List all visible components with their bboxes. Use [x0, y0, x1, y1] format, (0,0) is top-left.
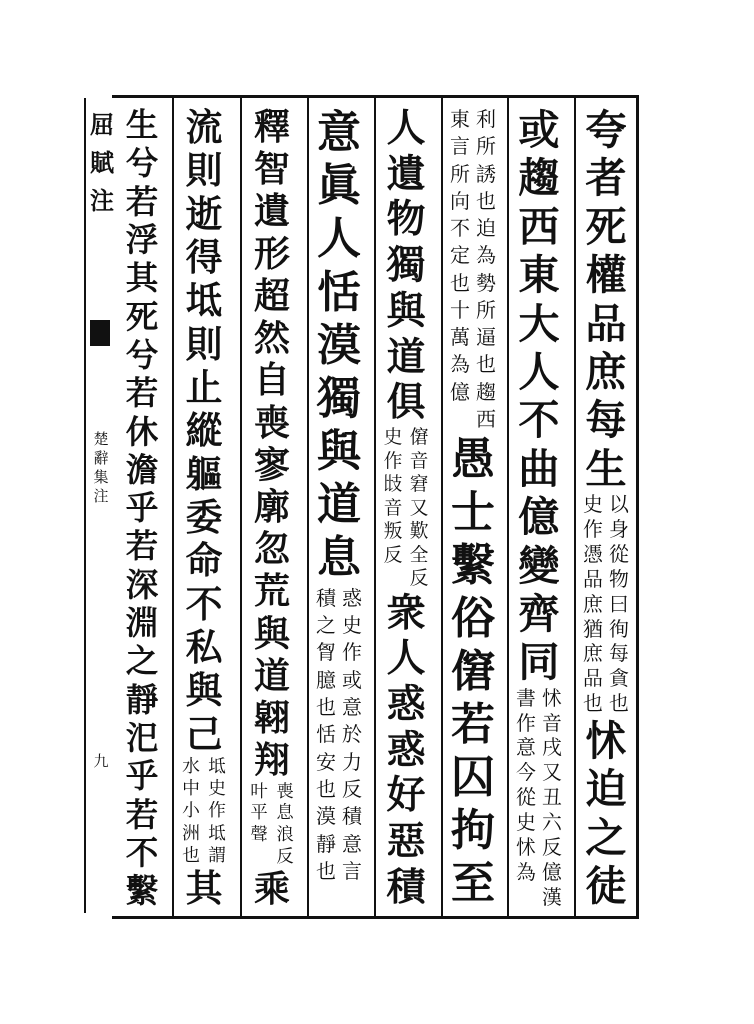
text-column	[578, 106, 634, 916]
commentary-char: 也	[450, 270, 470, 295]
main-char: 道	[317, 479, 361, 531]
commentary-char: 億	[542, 860, 562, 884]
commentary-char: 靜	[316, 831, 336, 856]
commentary-char: 從	[609, 542, 629, 566]
commentary-char: 物	[609, 567, 629, 591]
main-text	[311, 106, 367, 585]
main-char: 之	[125, 641, 159, 681]
main-char: 物	[386, 197, 426, 243]
main-char: 衆	[386, 590, 426, 636]
commentary-char: 平	[250, 803, 268, 824]
commentary-char: 史	[208, 778, 226, 800]
commentary-char: 積	[316, 585, 336, 610]
commentary-char: 萬	[450, 325, 470, 350]
main-char: 若	[451, 699, 495, 751]
main-char: 若	[125, 794, 159, 834]
commentary-char: 作	[516, 711, 536, 735]
main-char: 得	[185, 234, 223, 279]
main-char: 死	[585, 201, 627, 251]
margin-title	[90, 106, 112, 220]
text-column	[176, 106, 232, 916]
commentary-char: 每	[609, 642, 629, 666]
margin-book-char: 辭	[93, 449, 109, 467]
commentary-char: 書	[516, 686, 536, 710]
main-char: 繫	[125, 871, 159, 911]
commentary-char: 也	[583, 692, 603, 716]
main-char: 拘	[451, 805, 495, 857]
commentary-left-line	[382, 426, 404, 591]
main-char: 靜	[125, 679, 159, 719]
commentary-char: 迫	[476, 216, 496, 241]
main-char: 其	[185, 866, 223, 911]
main-char: 浮	[125, 219, 159, 259]
commentary-char: 言	[450, 134, 470, 159]
main-char: 遺	[386, 151, 426, 197]
commentary-char: 逼	[476, 325, 496, 350]
commentary-char: 意	[342, 831, 362, 856]
main-char: 生	[125, 105, 159, 144]
commentary-char: 歎	[409, 521, 429, 543]
commentary	[578, 493, 634, 717]
main-char: 生	[585, 443, 627, 493]
main-char: 忽	[254, 528, 290, 571]
main-char: 流	[185, 105, 223, 149]
commentary-char: 史	[516, 811, 536, 835]
commentary-char: 向	[450, 188, 470, 213]
commentary-char: 叛	[383, 521, 403, 543]
commentary-char: 又	[409, 497, 429, 519]
main-char: 縱	[185, 408, 223, 453]
commentary-char: 漠	[316, 804, 336, 829]
main-char: 其	[125, 258, 159, 298]
main-char: 則	[185, 148, 223, 193]
margin-book-title	[92, 430, 110, 506]
commentary-char: 為	[516, 860, 536, 884]
commentary-char: 息	[276, 803, 294, 824]
commentary-char: 也	[476, 352, 496, 377]
main-char: 不	[185, 581, 223, 626]
commentary-char: 音	[409, 450, 429, 472]
commentary-char: 反	[276, 846, 294, 867]
commentary-char: 誘	[476, 161, 496, 186]
main-char: 逝	[185, 191, 223, 236]
main-char: 若	[125, 526, 159, 566]
main-char: 囚	[451, 752, 495, 804]
commentary-char: 庶	[583, 642, 603, 666]
main-char: 形	[254, 232, 290, 275]
commentary-char: 不	[450, 216, 470, 241]
commentary-char: 惑	[342, 585, 362, 610]
text-column	[114, 106, 170, 916]
commentary-char: 反	[342, 776, 362, 801]
main-char: 億	[518, 492, 560, 542]
column-rule	[441, 95, 443, 916]
main-char: 息	[317, 532, 361, 584]
main-char: 止	[185, 364, 223, 409]
main-char: 積	[386, 864, 426, 910]
commentary-char: 臆	[316, 667, 336, 692]
margin-column	[84, 98, 114, 913]
commentary-char: 也	[316, 858, 336, 883]
commentary-char: 又	[542, 761, 562, 785]
main-char: 委	[185, 494, 223, 539]
main-text	[578, 717, 634, 911]
main-text	[176, 867, 232, 910]
commentary-char: 窘	[409, 474, 429, 496]
main-char: 人	[518, 346, 560, 396]
commentary-right-line	[541, 687, 563, 911]
main-char: 愚	[451, 434, 495, 486]
commentary-char: 勢	[476, 270, 496, 295]
commentary-char: 作	[583, 518, 603, 541]
commentary-char: 六	[542, 811, 562, 835]
commentary-char: 東	[450, 107, 470, 131]
main-char: 若	[125, 181, 159, 221]
main-char: 人	[386, 636, 426, 682]
commentary	[445, 106, 501, 433]
main-text	[244, 868, 300, 910]
commentary-char: 戌	[542, 736, 562, 760]
column-rule	[307, 95, 309, 916]
main-text	[378, 591, 434, 911]
commentary-left-line	[180, 756, 202, 867]
commentary-char: 力	[342, 749, 362, 774]
main-char: 獨	[317, 372, 361, 424]
commentary-char: 喪	[276, 781, 294, 802]
commentary-char: 徇	[609, 617, 629, 641]
text-column	[378, 106, 434, 916]
commentary-char: 意	[342, 694, 362, 719]
main-char: 好	[386, 773, 426, 819]
commentary-char: 怵	[542, 686, 562, 710]
commentary-char: 所	[476, 134, 496, 159]
commentary-left-line	[582, 493, 604, 717]
main-char: 與	[185, 668, 223, 713]
main-char: 與	[254, 612, 290, 655]
main-char: 乎	[125, 488, 159, 528]
text-column	[511, 106, 567, 916]
commentary-char: 胷	[316, 640, 336, 665]
main-char: 兮	[125, 143, 159, 183]
column-rule	[507, 95, 509, 916]
commentary-char: 以	[609, 493, 629, 517]
commentary-char: 品	[583, 567, 603, 591]
margin-title-char: 注	[90, 186, 114, 215]
commentary-char: 作	[208, 800, 226, 822]
commentary-char: 也	[476, 188, 496, 213]
margin-title-char: 屈	[90, 110, 114, 139]
main-text	[244, 106, 300, 782]
commentary-char: 音	[383, 497, 403, 519]
main-char: 俱	[386, 380, 426, 426]
column-rule	[240, 95, 242, 916]
main-char: 惑	[386, 681, 426, 727]
commentary-char: 反	[383, 544, 403, 566]
main-char: 漠	[317, 319, 361, 371]
commentary-left-line	[515, 687, 537, 911]
commentary	[511, 687, 567, 911]
commentary	[311, 585, 367, 886]
main-char: 東	[518, 250, 560, 300]
commentary-char: 身	[609, 518, 629, 541]
main-char: 曲	[518, 443, 560, 493]
commentary-char: 水	[182, 755, 200, 777]
main-char: 遺	[254, 190, 290, 233]
commentary-char: 為	[476, 243, 496, 268]
main-char: 坻	[185, 278, 223, 323]
commentary-char: 也	[316, 776, 336, 801]
main-char: 釋	[254, 106, 290, 148]
commentary-char: 坻	[208, 755, 226, 777]
commentary-char: 或	[342, 667, 362, 692]
commentary-char: 丑	[542, 786, 562, 810]
commentary-char: 西	[476, 406, 496, 431]
commentary-char: 㩺	[383, 474, 403, 496]
commentary-char: 僒	[409, 427, 429, 449]
main-char: 人	[317, 213, 361, 265]
main-char: 士	[451, 487, 495, 539]
text-column	[445, 106, 501, 916]
margin-book-char: 楚	[93, 430, 109, 448]
commentary-left-line	[449, 106, 471, 433]
commentary-char: 作	[342, 640, 362, 665]
main-char: 大	[518, 298, 560, 348]
main-char: 自	[254, 359, 290, 402]
commentary-char: 利	[476, 107, 496, 131]
margin-book-char: 注	[93, 487, 109, 505]
fishtail-mark	[90, 320, 110, 346]
main-char: 僒	[451, 646, 495, 698]
main-char: 夸	[585, 105, 627, 154]
main-char: 同	[518, 637, 560, 687]
commentary-char: 憑	[583, 542, 603, 566]
main-char: 道	[386, 334, 426, 380]
main-text	[114, 106, 170, 911]
commentary-char: 坻	[208, 822, 226, 844]
main-char: 智	[254, 148, 290, 191]
main-char: 私	[185, 624, 223, 669]
main-char: 西	[518, 201, 560, 251]
main-char: 兮	[125, 334, 159, 374]
main-char: 徒	[585, 861, 627, 911]
commentary-right-line	[274, 782, 296, 869]
main-char: 怵	[585, 716, 627, 765]
main-char: 道	[254, 654, 290, 697]
main-char: 惑	[386, 727, 426, 773]
commentary-char: 也	[609, 692, 629, 716]
margin-book-char: 集	[93, 468, 109, 486]
main-char: 淵	[125, 603, 159, 643]
main-char: 則	[185, 321, 223, 366]
main-char: 與	[317, 426, 361, 478]
main-char: 不	[125, 832, 159, 872]
commentary-char: 於	[342, 722, 362, 747]
text-column	[311, 106, 367, 916]
main-char: 眞	[317, 160, 361, 212]
commentary-char: 也	[182, 844, 200, 866]
commentary-char: 也	[316, 694, 336, 719]
margin-title-char: 賦	[90, 148, 114, 177]
main-char: 至	[451, 858, 495, 910]
main-char: 深	[125, 564, 159, 604]
commentary-right-line	[475, 106, 497, 433]
main-char: 己	[185, 711, 223, 756]
main-text	[578, 106, 634, 493]
commentary-char: 反	[409, 568, 429, 590]
commentary	[244, 782, 300, 869]
commentary-char: 貪	[609, 667, 629, 691]
main-char: 品	[585, 298, 627, 348]
commentary-char: 品	[583, 667, 603, 691]
commentary	[378, 426, 434, 591]
main-char: 之	[585, 812, 627, 862]
commentary-right-line	[408, 426, 430, 591]
commentary-char: 趨	[476, 379, 496, 404]
main-char: 乘	[254, 868, 290, 911]
commentary	[176, 756, 232, 867]
main-char: 汜	[125, 718, 159, 757]
commentary-char: 浪	[276, 824, 294, 845]
main-char: 意	[317, 107, 361, 158]
main-char: 與	[386, 288, 426, 334]
commentary-char: 作	[383, 450, 403, 472]
main-char: 齊	[518, 588, 560, 638]
main-char: 命	[185, 538, 223, 583]
commentary-char: 言	[342, 858, 362, 883]
main-char: 惡	[386, 819, 426, 865]
main-text	[378, 106, 434, 426]
main-char: 澹	[125, 449, 159, 489]
commentary-char: 全	[409, 544, 429, 566]
main-char: 喪	[254, 401, 290, 444]
commentary-char: 億	[450, 379, 470, 404]
commentary-left-line	[248, 782, 270, 869]
commentary-char: 叶	[250, 781, 268, 802]
main-char: 死	[125, 296, 159, 336]
main-char: 翔	[254, 739, 290, 782]
commentary-char: 反	[542, 835, 562, 859]
commentary-char: 漢	[542, 885, 562, 909]
main-char: 荒	[254, 570, 290, 613]
commentary-char: 今	[516, 761, 536, 785]
main-char: 恬	[317, 266, 361, 318]
commentary-char: 小	[182, 800, 200, 822]
commentary-char: 音	[542, 711, 562, 735]
commentary-right-line	[206, 756, 228, 867]
commentary-char: 中	[182, 778, 200, 800]
main-char: 變	[518, 540, 560, 590]
main-char: 者	[585, 153, 627, 203]
main-char: 翶	[254, 697, 290, 740]
column-rule	[574, 95, 576, 916]
commentary-char: 積	[342, 804, 362, 829]
commentary-char: 史	[342, 612, 362, 637]
main-text	[445, 433, 501, 910]
main-char: 然	[254, 317, 290, 360]
commentary-char: 所	[476, 297, 496, 322]
commentary-char: 猶	[583, 617, 603, 641]
commentary-char: 十	[450, 297, 470, 322]
main-char: 乎	[125, 756, 159, 796]
commentary-char: 安	[316, 749, 336, 774]
commentary-char: 之	[316, 612, 336, 637]
commentary-char: 謂	[208, 844, 226, 866]
main-char: 獨	[386, 243, 426, 289]
main-char: 或	[518, 105, 560, 154]
main-char: 超	[254, 274, 290, 317]
commentary-char: 恬	[316, 722, 336, 747]
commentary-char: 曰	[609, 592, 629, 616]
commentary-char: 怵	[516, 835, 536, 859]
commentary-char: 史	[583, 493, 603, 517]
main-char: 權	[585, 250, 627, 300]
main-text	[511, 106, 567, 687]
commentary-char: 意	[516, 736, 536, 760]
main-text	[176, 106, 232, 756]
commentary-right-line	[608, 493, 630, 717]
main-char: 寥	[254, 443, 290, 486]
main-char: 軀	[185, 451, 223, 496]
main-char: 若	[125, 373, 159, 413]
commentary-char: 從	[516, 786, 536, 810]
main-char: 廓	[254, 485, 290, 528]
main-char: 趨	[518, 153, 560, 203]
main-char: 迫	[585, 764, 627, 814]
commentary-char: 洲	[182, 822, 200, 844]
text-column	[244, 106, 300, 916]
column-rule	[374, 95, 376, 916]
commentary-char: 聲	[250, 824, 268, 845]
main-char: 休	[125, 411, 159, 451]
main-char: 人	[386, 106, 426, 151]
commentary-char: 為	[450, 352, 470, 377]
commentary-right-line	[341, 585, 363, 886]
main-char: 繫	[451, 540, 495, 592]
main-char: 俗	[451, 593, 495, 645]
column-rule	[172, 95, 174, 916]
commentary-char: 庶	[583, 592, 603, 616]
commentary-char: 定	[450, 243, 470, 268]
main-char: 每	[585, 395, 627, 445]
page-number: 九	[93, 752, 109, 770]
main-char: 庶	[585, 346, 627, 396]
main-char: 不	[518, 395, 560, 445]
commentary-left-line	[315, 585, 337, 886]
commentary-char: 所	[450, 161, 470, 186]
commentary-char: 史	[383, 427, 403, 449]
